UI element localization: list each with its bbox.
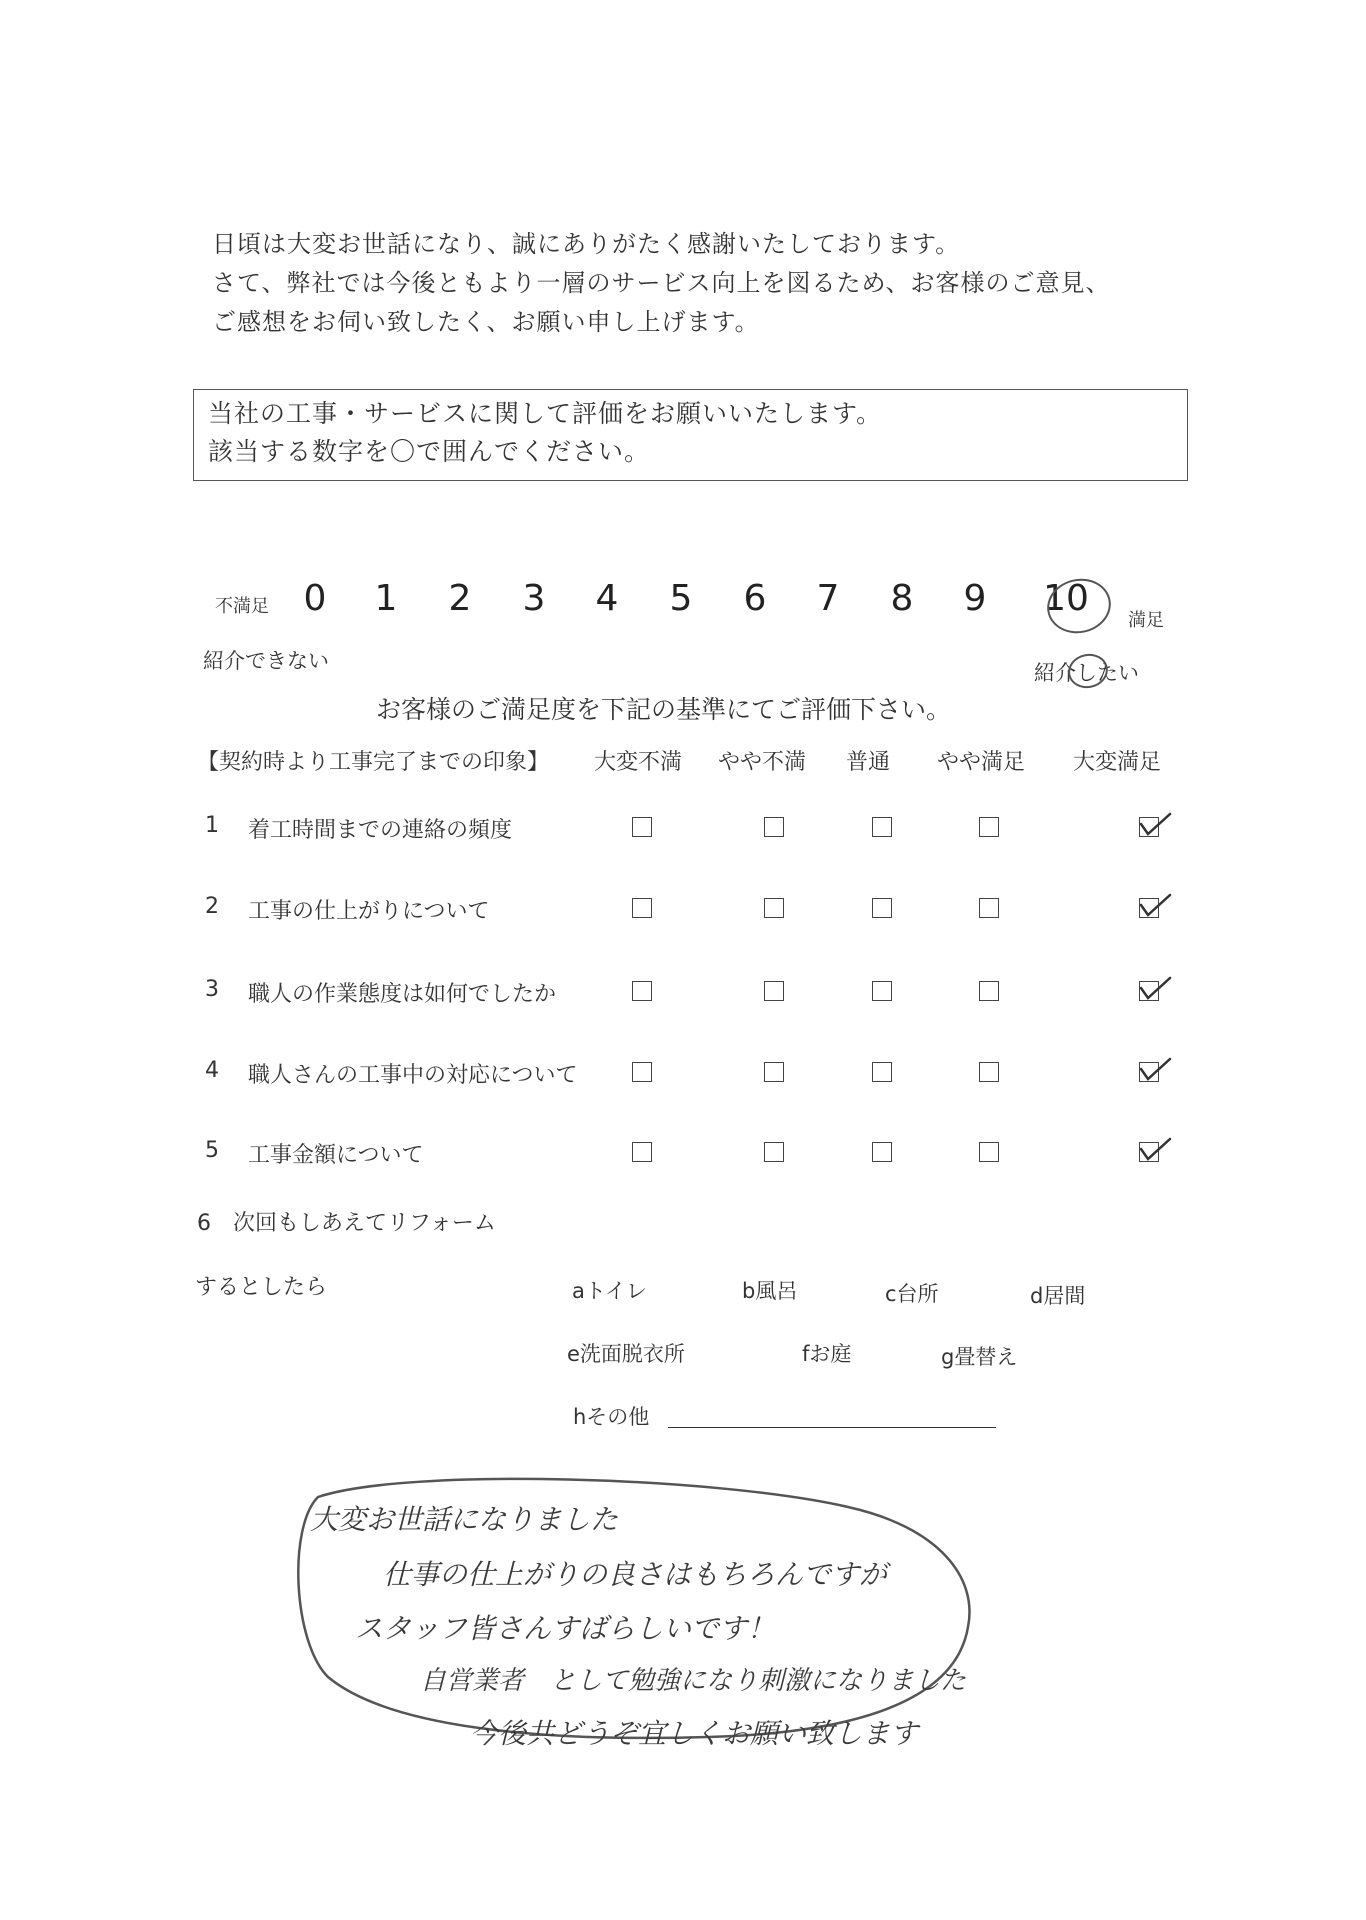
referral-no-label: 紹介できない xyxy=(203,649,329,673)
reform-option[interactable]: b風呂 xyxy=(742,1279,798,1303)
section-label: 【契約時より工事完了までの印象】 xyxy=(197,750,550,775)
checkmark-icon xyxy=(1138,808,1174,838)
intro-line: ご感想をお伺い致したく、お願い申し上げます。 xyxy=(212,308,760,336)
reform-option[interactable]: g畳替え xyxy=(941,1345,1018,1369)
instruction-line: 該当する数字を〇で囲んでください。 xyxy=(208,437,651,466)
rating-checkbox[interactable] xyxy=(764,817,784,837)
checkmark-icon xyxy=(1138,1133,1174,1163)
question-number: 3 xyxy=(205,977,219,1002)
other-write-in-line[interactable] xyxy=(668,1427,996,1428)
rating-checkbox[interactable] xyxy=(764,981,784,1001)
rating-checkbox[interactable] xyxy=(1139,1062,1159,1082)
rating-checkbox[interactable] xyxy=(872,1142,892,1162)
rating-option-8[interactable]: 8 xyxy=(890,578,914,619)
intro-line: 日頃は大変お世話になり、誠にありがたく感謝いたしております。 xyxy=(212,230,961,258)
column-header: やや不満 xyxy=(718,750,807,775)
rating-checkbox[interactable] xyxy=(872,981,892,1001)
rating-checkbox[interactable] xyxy=(979,817,999,837)
question-text: 着工時間までの連絡の頻度 xyxy=(248,818,513,843)
scale-right-label: 満足 xyxy=(1128,610,1164,631)
comment-line: 今後共どうぞ宜しくお願い致します xyxy=(470,1717,919,1750)
comment-line: 大変お世話になりました xyxy=(310,1503,619,1536)
reform-option[interactable]: e洗面脱衣所 xyxy=(567,1342,685,1366)
rating-checkbox[interactable] xyxy=(979,1142,999,1162)
column-header: 普通 xyxy=(846,750,891,775)
rating-option-5[interactable]: 5 xyxy=(669,578,693,619)
reform-option[interactable]: c台所 xyxy=(885,1282,939,1306)
checkmark-icon xyxy=(1138,972,1174,1002)
reform-option[interactable]: hその他 xyxy=(573,1405,650,1429)
rating-option-7[interactable]: 7 xyxy=(816,578,840,619)
comment-line: 仕事の仕上がりの良さはもちろんですが xyxy=(383,1558,888,1591)
rating-checkbox[interactable] xyxy=(1139,1142,1159,1162)
column-header: 大変不満 xyxy=(594,750,683,775)
referral-yes-text: 紹介したい xyxy=(1034,661,1139,685)
rating-checkbox[interactable] xyxy=(632,1142,652,1162)
rating-checkbox[interactable] xyxy=(764,1142,784,1162)
rating-checkbox[interactable] xyxy=(1139,898,1159,918)
rating-option-2[interactable]: 2 xyxy=(448,578,472,619)
reform-option[interactable]: d居間 xyxy=(1030,1284,1086,1308)
reform-option[interactable]: aトイレ xyxy=(572,1279,647,1303)
rating-checkbox[interactable] xyxy=(979,981,999,1001)
rating-option-10[interactable]: 10 xyxy=(1043,578,1089,619)
instruction-line: 当社の工事・サービスに関して評価をお願いいたします。 xyxy=(208,399,883,428)
column-header: やや満足 xyxy=(937,750,1026,775)
rating-option-1[interactable]: 1 xyxy=(374,578,398,619)
criteria-text: お客様のご満足度を下記の基準にてご評価下さい。 xyxy=(376,695,952,724)
question-number: 4 xyxy=(205,1058,219,1083)
comment-line: 自営業者 として勉強になり刺激になりました xyxy=(420,1666,967,1696)
rating-checkbox[interactable] xyxy=(632,817,652,837)
rating-checkbox[interactable] xyxy=(979,1062,999,1082)
question-number: 1 xyxy=(205,813,219,838)
comment-line: スタッフ皆さんすばらしいです！ xyxy=(355,1612,776,1645)
question-6-line1: 6 次回もしあえてリフォーム xyxy=(197,1211,496,1236)
scale-left-label: 不満足 xyxy=(215,596,269,617)
intro-line: さて、弊社では今後ともより一層のサービス向上を図るため、お客様のご意見、 xyxy=(212,269,1111,297)
rating-checkbox[interactable] xyxy=(632,1062,652,1082)
rating-checkbox[interactable] xyxy=(1139,817,1159,837)
instruction-box xyxy=(193,389,1188,481)
question-6-line2: するとしたら xyxy=(195,1275,328,1300)
column-header: 大変満足 xyxy=(1073,750,1162,775)
question-text: 工事の仕上がりについて xyxy=(248,899,490,924)
rating-checkbox[interactable] xyxy=(1139,981,1159,1001)
question-text: 工事金額について xyxy=(248,1143,424,1168)
question-number: 2 xyxy=(205,894,219,919)
reform-option[interactable]: fお庭 xyxy=(802,1342,852,1366)
intro-text xyxy=(212,225,1111,342)
rating-checkbox[interactable] xyxy=(872,817,892,837)
rating-checkbox[interactable] xyxy=(632,898,652,918)
rating-checkbox[interactable] xyxy=(979,898,999,918)
rating-option-0[interactable]: 0 xyxy=(303,578,327,619)
rating-option-4[interactable]: 4 xyxy=(595,578,619,619)
checkmark-icon xyxy=(1138,889,1174,919)
rating-checkbox[interactable] xyxy=(764,1062,784,1082)
question-text: 職人の作業態度は如何でしたか xyxy=(248,982,557,1007)
rating-checkbox[interactable] xyxy=(764,898,784,918)
rating-option-9[interactable]: 9 xyxy=(963,578,987,619)
rating-checkbox[interactable] xyxy=(872,1062,892,1082)
rating-option-6[interactable]: 6 xyxy=(743,578,767,619)
question-text: 職人さんの工事中の対応について xyxy=(248,1063,578,1088)
rating-checkbox[interactable] xyxy=(632,981,652,1001)
question-number: 5 xyxy=(205,1138,219,1163)
checkmark-icon xyxy=(1138,1053,1174,1083)
rating-option-3[interactable]: 3 xyxy=(522,578,546,619)
rating-checkbox[interactable] xyxy=(872,898,892,918)
